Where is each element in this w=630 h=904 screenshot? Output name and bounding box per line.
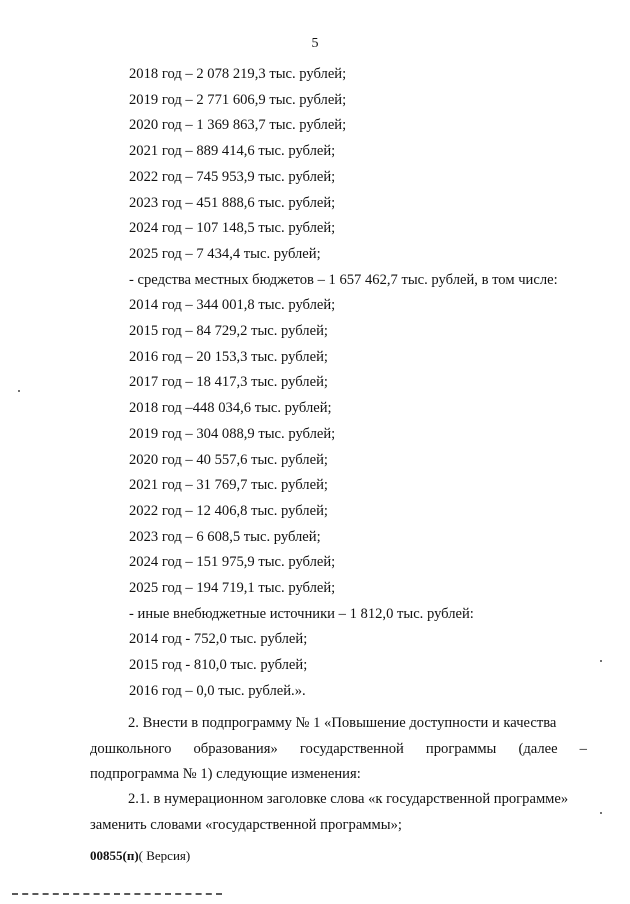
document-code <box>90 848 190 864</box>
list-item: 2020 год – 1 369 863,7 тыс. рублей; <box>129 117 347 134</box>
list-item: 2022 год – 12 406,8 тыс. рублей; <box>129 502 328 519</box>
list-item: 2016 год – 0,0 тыс. рублей.». <box>129 682 306 699</box>
document-code-number: 00855(п) <box>90 848 139 863</box>
page-number: 5 <box>311 36 319 51</box>
list-item: 2014 год – 344 001,8 тыс. рублей; <box>129 297 336 314</box>
paragraph-2-line-3: подпрограмма № 1) следующие изменения: <box>90 766 361 783</box>
scan-speck <box>18 390 20 392</box>
list-item: 2021 год – 889 414,6 тыс. рублей; <box>129 143 336 160</box>
word: образования» <box>193 740 278 757</box>
paragraph-2 <box>90 711 587 788</box>
list-item: 2018 год –448 034,6 тыс. рублей; <box>129 400 332 417</box>
scan-speck <box>600 660 602 662</box>
list-item: 2025 год – 194 719,1 тыс. рублей; <box>129 580 336 596</box>
paragraph-2-line-2 <box>90 737 587 763</box>
word: программы <box>425 740 497 757</box>
paragraph-2-line-1: 2. Внести в подпрограмму № 1 «Повышение доступности и качества <box>128 715 557 731</box>
list-item: 2024 год – 151 975,9 тыс. рублей; <box>129 554 336 571</box>
document-version: ( Версия) <box>138 848 191 863</box>
paragraph-3-line-2: заменить словами «государственной программы»; <box>90 816 402 833</box>
list-item: 2025 год – 7 434,4 тыс. рублей; <box>129 245 321 262</box>
scan-speck <box>600 812 602 814</box>
scan-artifact-line <box>12 893 222 899</box>
list-item: 2015 год - 810,0 тыс. рублей; <box>129 657 308 674</box>
paragraph-3 <box>90 787 587 838</box>
list-item: 2021 год – 31 769,7 тыс. рублей; <box>129 477 328 494</box>
list-item: 2016 год – 20 153,3 тыс. рублей; <box>129 348 328 365</box>
list-item: - средства местных бюджетов – 1 657 462,7 тыс. рублей, в том числе: <box>129 271 558 288</box>
list-item: 2020 год – 40 557,6 тыс. рублей; <box>129 451 328 468</box>
list-item: 2022 год – 745 953,9 тыс. рублей; <box>129 168 336 185</box>
list-item: 2023 год – 451 888,6 тыс. рублей; <box>129 194 336 211</box>
word: государственной <box>299 740 404 757</box>
word: – <box>579 740 587 757</box>
word: дошкольного <box>90 740 172 757</box>
list-item: 2017 год – 18 417,3 тыс. рублей; <box>129 374 328 391</box>
list-item: 2024 год – 107 148,5 тыс. рублей; <box>129 220 336 237</box>
list-item: 2019 год – 304 088,9 тыс. рублей; <box>129 425 336 442</box>
list-item: - иные внебюджетные источники – 1 812,0 тыс. рублей: <box>129 605 474 622</box>
list-item: 2014 год - 752,0 тыс. рублей; <box>129 631 308 648</box>
list-item: 2019 год – 2 771 606,9 тыс. рублей; <box>129 91 347 108</box>
list-item: 2023 год – 6 608,5 тыс. рублей; <box>129 528 321 545</box>
word: (далее <box>518 740 558 757</box>
paragraph-3-line-1: 2.1. в нумерационном заголовке слова «к государственной программе» <box>128 791 569 807</box>
list-item: 2018 год – 2 078 219,3 тыс. рублей; <box>129 66 347 82</box>
list-item: 2015 год – 84 729,2 тыс. рублей; <box>129 323 328 339</box>
